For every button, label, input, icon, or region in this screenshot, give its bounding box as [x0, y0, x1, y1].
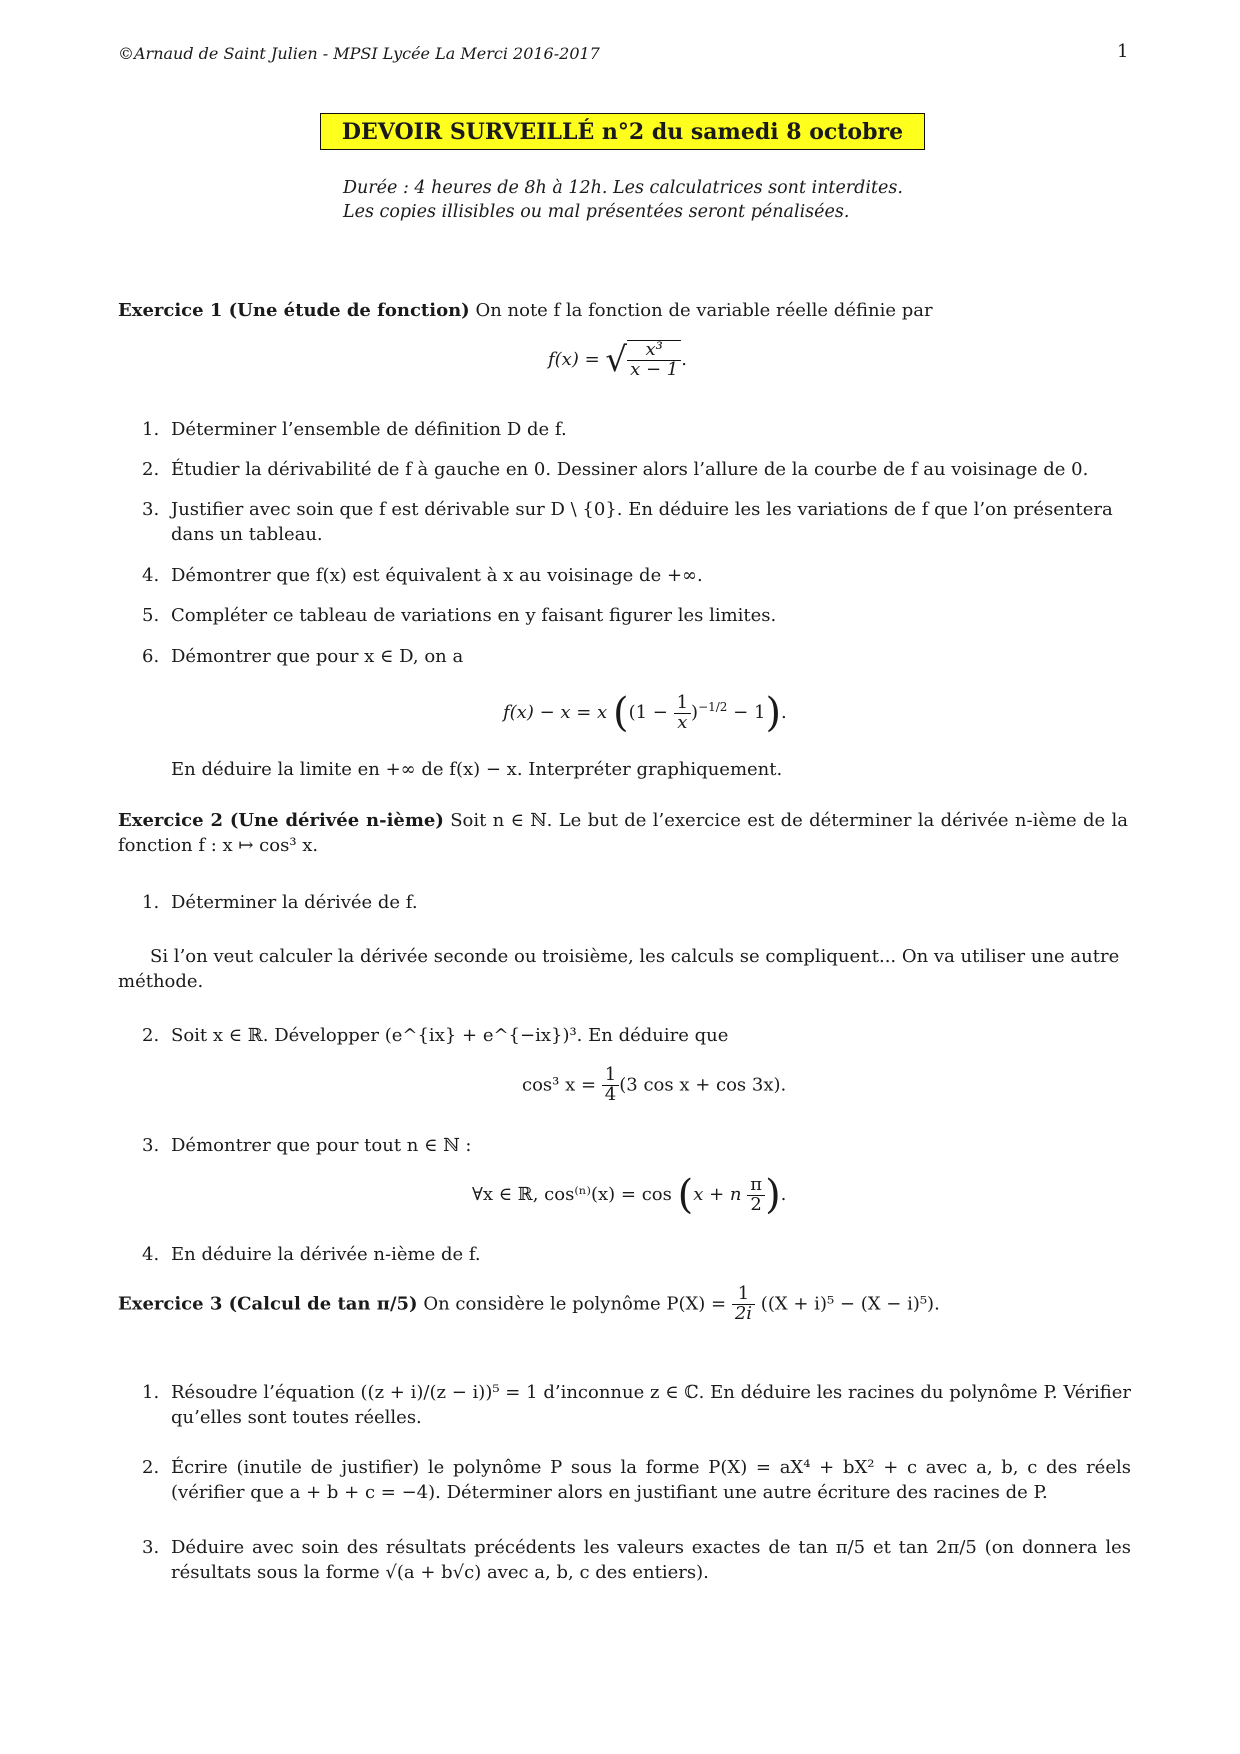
ex2-paragraph: Si l’on veut calculer la dérivée seconde ou troisième, les calculs se compliquent... On va utiliser une autre méthode.	[118, 946, 1120, 992]
exercise-3-intro	[118, 1285, 1128, 1324]
formula-fraction	[627, 341, 681, 380]
formula-fraction	[747, 1173, 765, 1215]
sqrt-sign: √	[605, 340, 628, 380]
formula-f-minus-x: f(x) − x = x ((1 − $\frac{1}{x}$ )$^{-1/2}$ − 1).	[503, 690, 787, 736]
item-number: 3.	[142, 1537, 160, 1558]
fraction-den: x − 1	[627, 360, 681, 380]
formula-fraction	[674, 691, 691, 733]
item-number: 4.	[142, 1244, 160, 1265]
formula-lhs: cos³ x =	[522, 1074, 597, 1096]
page-number: 1	[1117, 41, 1129, 62]
exercise-2-intro-text: Soit n ∈ ℕ. Le but de l’exercice est de déterminer la dérivée n-ième de la fonction f : x ↦ cos³ x.	[118, 810, 1128, 856]
paren-open: (	[612, 690, 629, 736]
exercise-3-heading: Exercice 3 (Calcul de tan π/5)	[118, 1293, 418, 1315]
fraction-num: π	[750, 1173, 763, 1195]
exercise-3-intro-end: ((X + i)⁵ − (X − i)⁵).	[760, 1293, 940, 1315]
ex1-conclusion: En déduire la limite en +∞ de f(x) − x. Interpréter graphiquement.	[171, 759, 783, 780]
page-header: ©Arnaud de Saint Julien - MPSI Lycée La Merci 2016-2017	[118, 44, 600, 63]
exercise-2-heading: Exercice 2 (Une dérivée n-ième)	[118, 810, 444, 831]
exercise-3-fraction	[732, 1285, 755, 1324]
ex2-item-2: Soit x ∈ ℝ. Développer (e^{ix} + e^{−ix})³. En déduire que	[171, 1025, 729, 1046]
fraction-den: 2i	[732, 1304, 755, 1324]
item-number: 4.	[142, 565, 160, 586]
formula-lhs: ∀x ∈ ℝ, cos⁽ⁿ⁾(x) = cos	[472, 1184, 672, 1205]
formula-fraction	[602, 1066, 619, 1105]
paren-close: )	[765, 1172, 781, 1218]
ex1-item-2: Étudier la dérivabilité de f à gauche en 0. Dessiner alors l’allure de la courbe de f au voisinage de 0.	[171, 459, 1089, 480]
exam-title: DEVOIR SURVEILLÉ n°2 du samedi 8 octobre	[320, 113, 925, 150]
formula-cos-cube	[522, 1066, 786, 1105]
fraction-den: 4	[602, 1085, 619, 1105]
formula-end: .	[681, 349, 687, 370]
item-number: 3.	[142, 1135, 160, 1156]
ex1-item-5: Compléter ce tableau de variations en y faisant figurer les limites.	[171, 605, 777, 626]
presentation-line: Les copies illisibles ou mal présentées seront pénalisées.	[343, 202, 850, 222]
ex1-item-1: Déterminer l’ensemble de définition D de f.	[171, 419, 567, 440]
paren-close: )	[765, 690, 782, 736]
formula-part: − 1	[733, 702, 766, 723]
ex2-item-4: En déduire la dérivée n-ième de f.	[171, 1244, 481, 1265]
ex1-item-3: Justifier avec soin que f est dérivable sur D \ {0}. En déduire les les variations de f que l’on présentera dans un tableau.	[171, 499, 1113, 545]
exercise-1-intro	[118, 298, 1128, 323]
ex3-item-2: Écrire (inutile de justifier) le polynôme P sous la forme P(X) = aX⁴ + bX² + c avec a, b, c des réels (vérifier que a + b + c = −4). Déterminer alors en justifiant une autre écriture des racines de P.	[171, 1457, 1131, 1503]
ex2-item-1: Déterminer la dérivée de f.	[171, 892, 418, 913]
exercise-1-intro-text: On note f la fonction de variable réelle définie par	[475, 300, 933, 321]
fraction-num: 1	[737, 1283, 750, 1304]
formula-end: .	[781, 702, 787, 723]
item-number: 5.	[142, 605, 160, 626]
formula-end: .	[780, 1184, 787, 1205]
item-number: 2.	[142, 1457, 160, 1478]
item-number: 2.	[142, 1025, 160, 1046]
item-number: 3.	[142, 499, 160, 520]
item-number: 6.	[142, 646, 160, 667]
formula-nth-derivative-cos	[472, 1172, 786, 1218]
ex3-item-1: Résoudre l’équation ((z + i)/(z − i))⁵ = 1 d’inconnue z ∈ ℂ. En déduire les racines du polynôme P. Vérifier qu’elles sont toutes réelles.	[171, 1382, 1131, 1428]
ex2-item-3: Démontrer que pour tout n ∈ ℕ :	[171, 1135, 472, 1156]
formula-part: x + n	[693, 1184, 742, 1205]
fraction-num: x³	[645, 339, 663, 361]
fraction-den: x	[674, 713, 691, 733]
fraction-num: 1	[604, 1064, 617, 1085]
formula-lhs: f(x) − x = x	[503, 702, 608, 723]
formula-lhs: f(x) =	[548, 349, 600, 370]
exercise-3-intro-text: On considère le polynôme P(X) =	[423, 1293, 727, 1315]
ex1-item-4: Démontrer que f(x) est équivalent à x au voisinage de +∞.	[171, 565, 703, 586]
item-number: 2.	[142, 459, 160, 480]
formula-f-definition	[548, 340, 687, 380]
fraction-den: 2	[747, 1195, 765, 1215]
exercise-2-intro	[118, 808, 1128, 858]
fraction-num: 1	[676, 691, 689, 713]
item-number: 1.	[142, 419, 160, 440]
duration-line: Durée : 4 heures de 8h à 12h. Les calculatrices sont interdites.	[343, 178, 903, 198]
item-number: 1.	[142, 1382, 160, 1403]
exponent: −1/2	[698, 700, 728, 714]
formula-part: (1 −	[628, 702, 668, 723]
ex1-item-6: Démontrer que pour x ∈ D, on a	[171, 646, 464, 667]
formula-rhs: (3 cos x + cos 3x).	[619, 1074, 787, 1096]
exercise-1-heading: Exercice 1 (Une étude de fonction)	[118, 300, 470, 321]
ex3-item-3: Déduire avec soin des résultats précédents les valeurs exactes de tan π/5 et tan 2π/5 (on donnera les résultats sous la forme √(a + b√c) avec a, b, c des entiers).	[171, 1537, 1131, 1583]
paren-open: (	[677, 1172, 694, 1218]
item-number: 1.	[142, 892, 160, 913]
